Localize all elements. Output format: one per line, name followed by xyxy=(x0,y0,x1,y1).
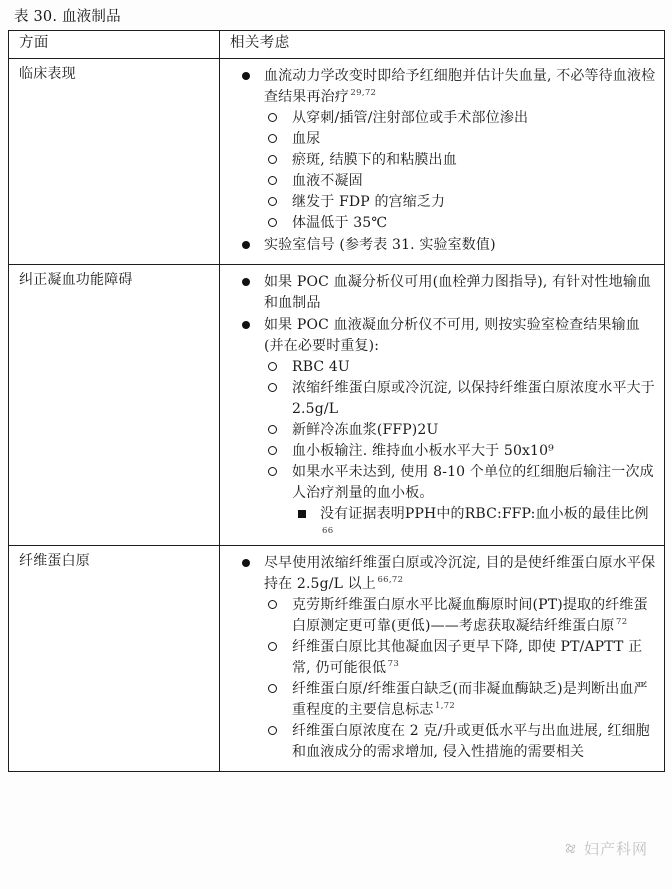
list-item xyxy=(224,441,656,462)
list-item xyxy=(224,721,656,763)
hollow-circle-bullet-icon xyxy=(268,176,277,185)
table-row xyxy=(9,264,665,545)
list-item xyxy=(224,192,656,213)
citation-superscript: 1,72 xyxy=(435,700,456,711)
list-item xyxy=(224,315,656,357)
list-item xyxy=(224,462,656,504)
table-header-row xyxy=(9,31,665,58)
list-item-text: 瘀斑, 结膜下的和粘膜出血 xyxy=(292,151,457,168)
column-header-aspect: 方面 xyxy=(19,35,49,52)
hollow-circle-bullet-icon xyxy=(268,134,277,143)
table-row xyxy=(9,545,665,771)
citation-superscript: 73 xyxy=(387,658,400,669)
list-item xyxy=(224,504,656,537)
hollow-circle-bullet-icon xyxy=(268,425,277,434)
row-aspect-label: 临床表现 xyxy=(19,65,76,82)
row-considerations-list xyxy=(220,265,664,545)
list-item xyxy=(224,150,656,171)
hollow-circle-bullet-icon xyxy=(268,218,277,227)
hollow-circle-bullet-icon xyxy=(268,362,277,371)
citation-superscript: 66,72 xyxy=(377,574,404,585)
flower-logo-icon xyxy=(562,840,579,857)
list-item-text: 克劳斯纤维蛋白原水平比凝血酶原时间(PT)提取的纤维蛋白原测定更可靠(更低)——考虑获取凝结纤维蛋白原 $^{72}$ xyxy=(292,596,648,634)
list-item-text: 纤维蛋白原/纤维蛋白缺乏(而非凝血酶缺乏)是判断出血严重程度的主要信息标志 $^{1,72}$ xyxy=(292,680,648,718)
list-item-text: 如果水平未达到, 使用 8-10 个单位的红细胞后输注一次成人治疗剂量的血小板。 xyxy=(292,463,654,501)
list-item-text: 新鲜冷冻血浆(FFP)2U xyxy=(292,421,439,438)
table-row xyxy=(9,58,665,264)
list-item-text: 没有证据表明PPH中的RBC:FFP:血小板的最佳比例 xyxy=(320,505,649,522)
list-item-text: 如果 POC 血凝分析仪可用(血栓弹力图指导), 有针对性地输血和血制品 xyxy=(264,273,652,311)
list-item xyxy=(224,378,656,420)
hollow-circle-bullet-icon xyxy=(268,155,277,164)
list-item xyxy=(224,637,656,679)
hollow-circle-bullet-icon xyxy=(268,600,277,609)
hollow-circle-bullet-icon xyxy=(268,684,277,693)
list-item-text: 浓缩纤维蛋白原或冷沉淀, 以保持纤维蛋白原浓度水平大于 2.5g/L xyxy=(292,379,655,417)
row-aspect-label: 纤维蛋白原 xyxy=(19,552,90,569)
list-item-text: 血流动力学改变时即给予红细胞并估计失血量, 不必等待血液检查结果再治疗 $^{29,72}$ xyxy=(264,67,656,105)
list-item xyxy=(224,235,656,256)
blood-products-table xyxy=(8,30,665,771)
list-item-text: 血液不凝固 xyxy=(292,172,363,189)
list-item xyxy=(224,420,656,441)
list-item-text: 纤维蛋白原比其他凝血因子更早下降, 即使 PT/APTT 正常, 仍可能很低 $^{73}$ xyxy=(292,638,643,676)
filled-disc-bullet-icon xyxy=(242,321,250,329)
hollow-circle-bullet-icon xyxy=(268,197,277,206)
hollow-circle-bullet-icon xyxy=(268,467,277,476)
list-item-text: 尽早使用浓缩纤维蛋白原或冷沉淀, 目的是使纤维蛋白原水平保持在 2.5g/L 以上 $^{66,72}$ xyxy=(264,554,656,592)
watermark-label: 妇产科网 xyxy=(583,840,648,858)
citation-superscript: 29,72 xyxy=(350,87,377,98)
row-considerations-list xyxy=(220,546,664,771)
list-item-text: 从穿刺/插管/注射部位或手术部位渗出 xyxy=(292,109,529,126)
list-item xyxy=(224,679,656,721)
list-item xyxy=(224,553,656,595)
list-item-text: RBC 4U xyxy=(292,358,350,375)
list-item-text: 继发于 FDP 的宫缩乏力 xyxy=(292,193,446,210)
bullet-list-1 xyxy=(224,272,656,537)
list-item-text: 血尿 xyxy=(292,130,321,147)
citation-superscript: 72 xyxy=(616,616,628,627)
list-item-text: 血小板输注. 维持血小板水平大于 50x10⁹ xyxy=(292,442,554,459)
column-header-considerations: 相关考虑 xyxy=(230,35,290,52)
hollow-circle-bullet-icon xyxy=(268,446,277,455)
bullet-list-0 xyxy=(224,66,656,256)
hollow-circle-bullet-icon xyxy=(268,642,277,651)
list-item xyxy=(224,129,656,150)
hollow-circle-bullet-icon xyxy=(268,113,277,122)
filled-disc-bullet-icon xyxy=(242,72,250,80)
list-item xyxy=(224,595,656,637)
table-caption: 表 30. 血液制品 xyxy=(14,9,121,25)
filled-disc-bullet-icon xyxy=(242,241,250,249)
list-item xyxy=(224,66,656,108)
list-item-text: 体温低于 35℃ xyxy=(292,214,388,231)
hollow-circle-bullet-icon xyxy=(268,726,277,735)
list-item-text: 实验室信号 (参考表 31. 实验室数值) xyxy=(264,236,496,253)
citation-superscript: 66 xyxy=(322,525,334,536)
filled-disc-bullet-icon xyxy=(242,278,250,286)
list-item xyxy=(224,357,656,378)
bullet-list-2 xyxy=(224,553,656,763)
list-item xyxy=(224,171,656,192)
filled-disc-bullet-icon xyxy=(242,559,250,567)
filled-square-bullet-icon xyxy=(298,510,306,518)
row-aspect-label: 纠正凝血功能障碍 xyxy=(19,271,133,288)
row-considerations-list xyxy=(220,59,664,264)
list-item xyxy=(224,213,656,234)
list-item xyxy=(224,272,656,314)
list-item-text: 如果 POC 血液凝血分析仪不可用, 则按实验室检查结果输血(并在必要时重复): xyxy=(264,316,640,354)
hollow-circle-bullet-icon xyxy=(268,383,277,392)
site-watermark xyxy=(562,838,648,859)
list-item-text: 纤维蛋白原浓度在 2 克/升或更低水平与出血进展, 红细胞和血液成分的需求增加, 侵入性措施的需要相关 xyxy=(292,722,650,760)
list-item xyxy=(224,108,656,129)
